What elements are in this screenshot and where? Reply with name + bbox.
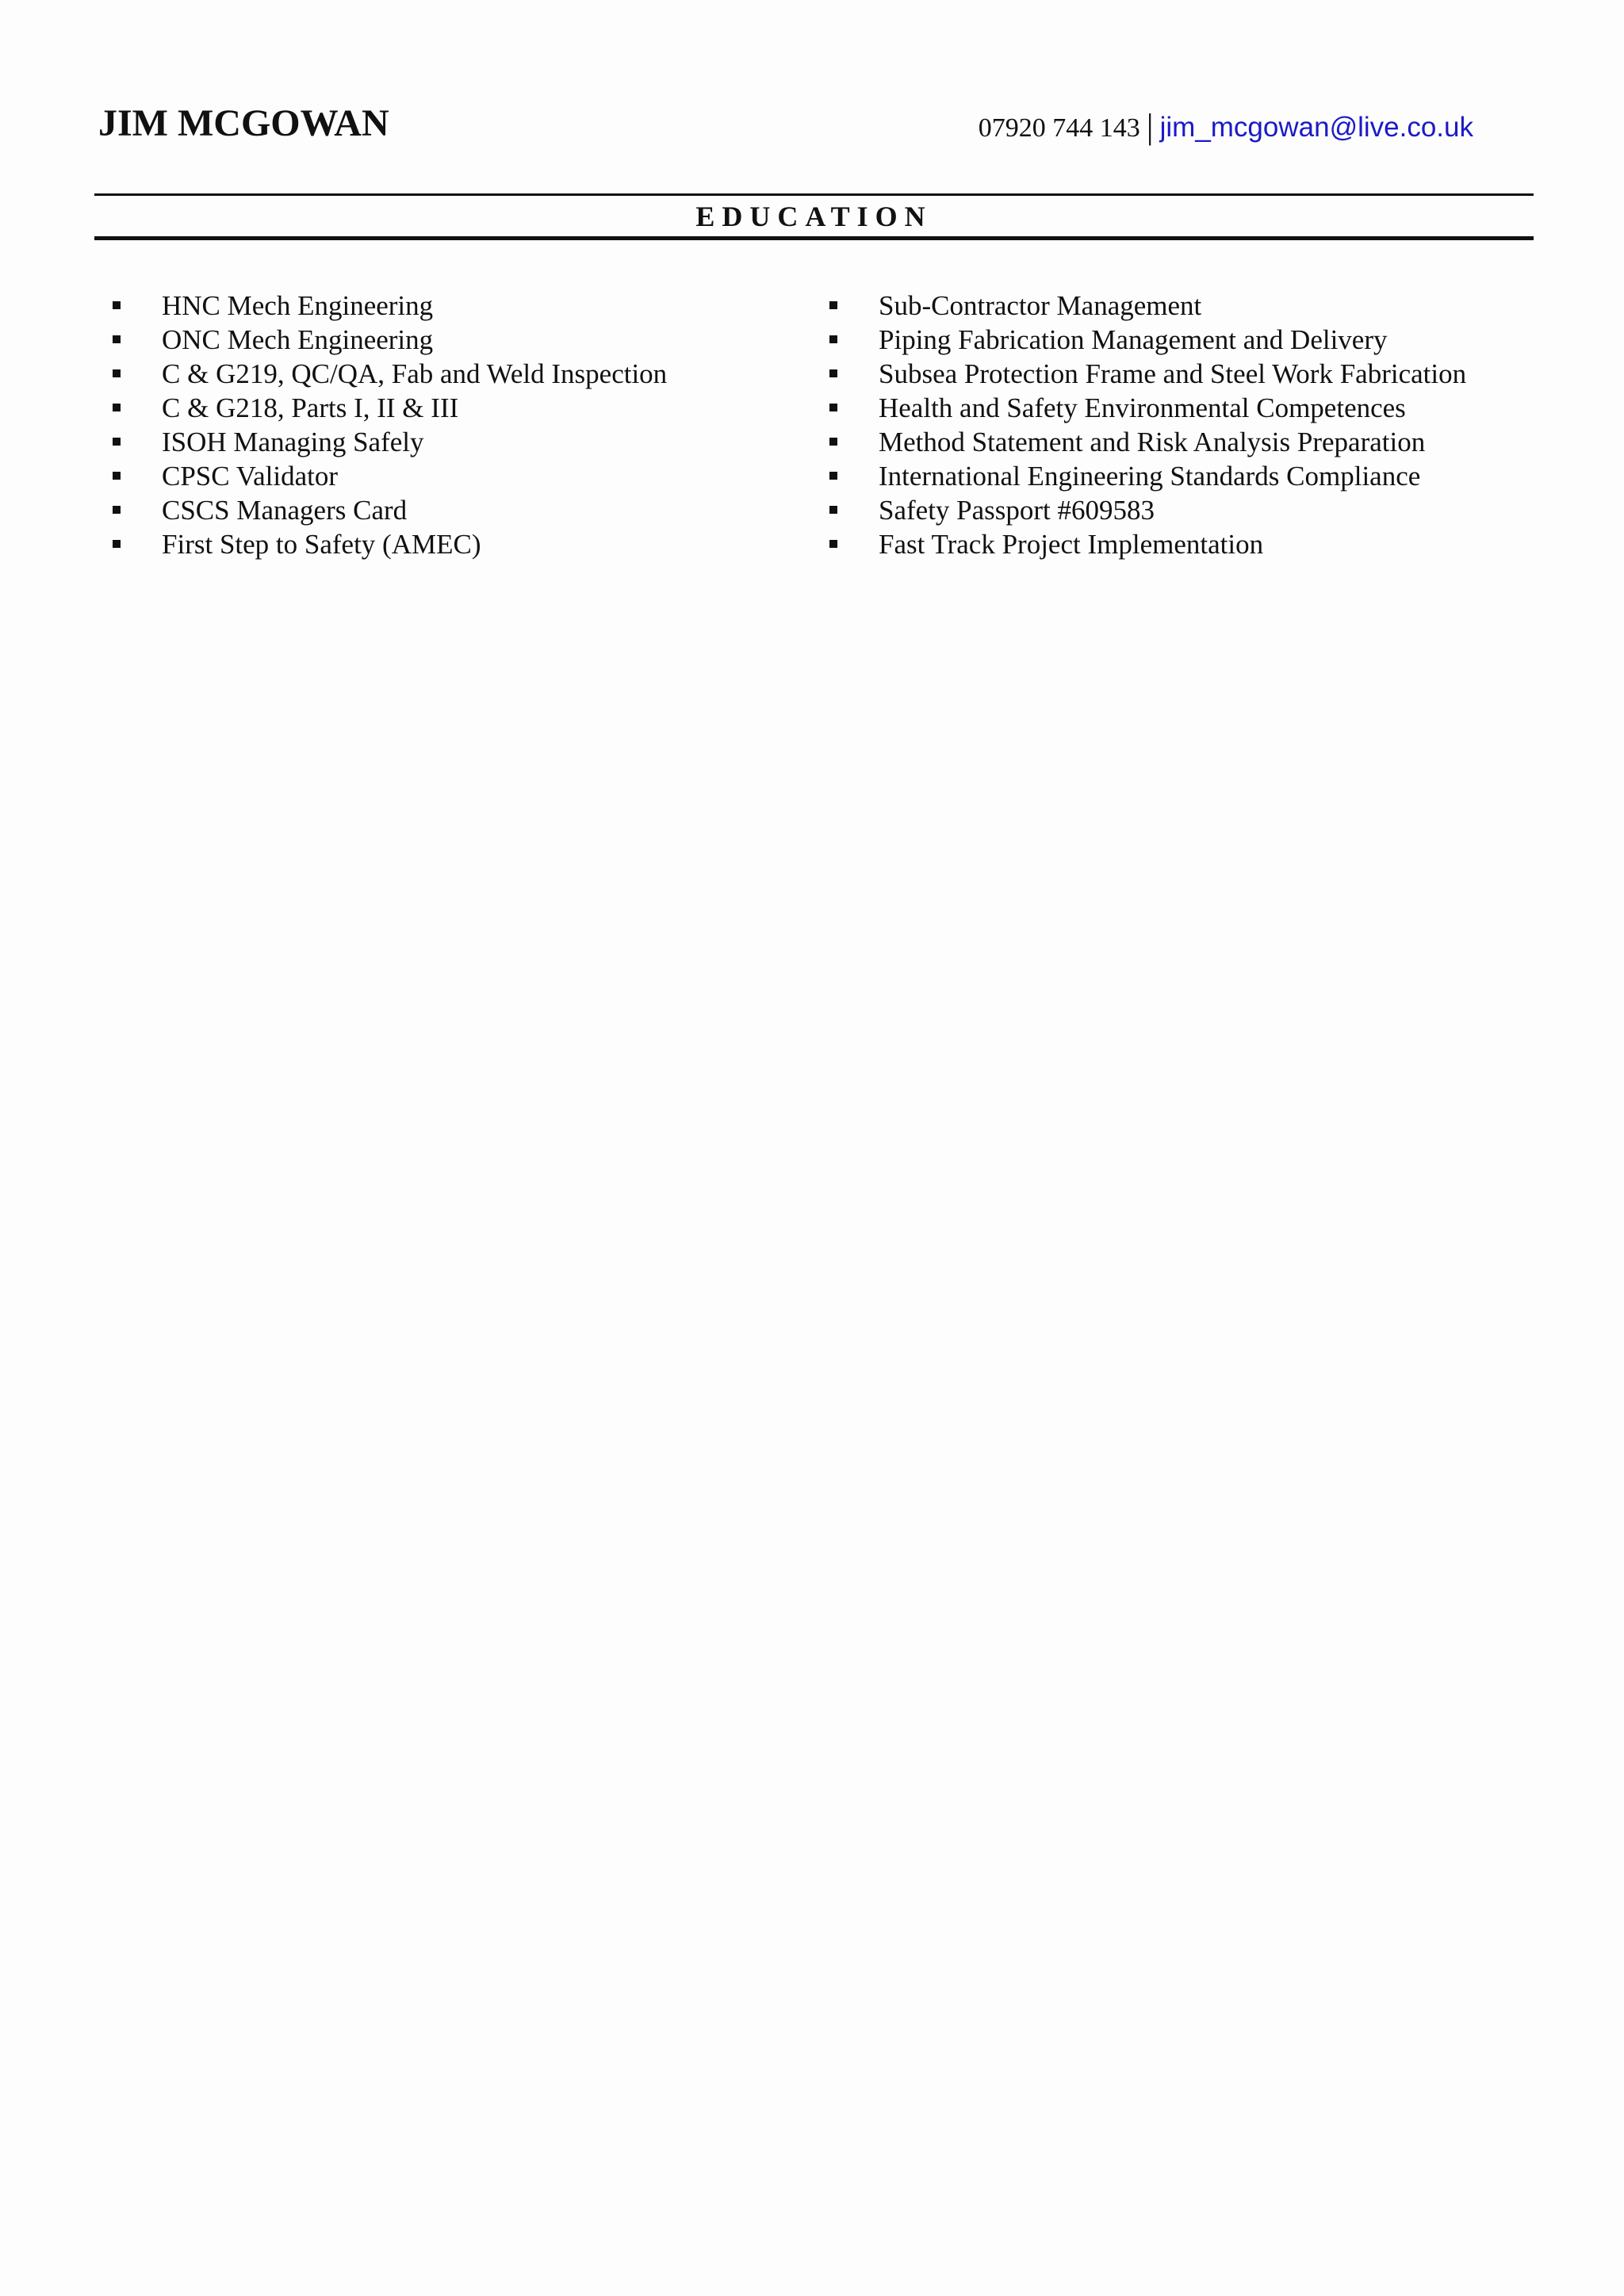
list-item-text: ISOH Managing Safely — [162, 427, 424, 457]
list-item — [829, 323, 1527, 357]
list-item — [113, 425, 802, 459]
list-item-text: HNC Mech Engineering — [162, 290, 434, 321]
list-item-text: Method Statement and Risk Analysis Preparation — [879, 427, 1426, 457]
square-bullet-icon — [113, 301, 121, 309]
contact-info — [979, 103, 1473, 151]
list-item-text: CSCS Managers Card — [162, 495, 408, 526]
list-item-text: Subsea Protection Frame and Steel Work Fabrication — [879, 358, 1467, 389]
list-item — [113, 527, 802, 561]
list-item-text: ONC Mech Engineering — [162, 324, 434, 355]
square-bullet-icon — [113, 540, 121, 548]
list-item — [829, 493, 1527, 527]
list-item — [829, 527, 1527, 561]
list-item — [829, 391, 1527, 425]
section-rule-top — [94, 193, 1534, 196]
list-item — [113, 289, 802, 323]
list-item-text: C & G219, QC/QA, Fab and Weld Inspection — [162, 358, 668, 389]
square-bullet-icon — [829, 404, 837, 411]
list-item — [829, 289, 1527, 323]
section-title-education: EDUCATION — [695, 201, 933, 232]
square-bullet-icon — [113, 438, 121, 446]
list-item — [113, 391, 802, 425]
list-item-text: CPSC Validator — [162, 461, 339, 492]
square-bullet-icon — [113, 335, 121, 343]
list-item — [829, 459, 1527, 493]
education-list-right — [829, 289, 1527, 561]
square-bullet-icon — [113, 472, 121, 480]
education-list-left — [113, 289, 802, 561]
section-rule-bottom — [94, 236, 1534, 240]
list-item-text: Health and Safety Environmental Competences — [879, 392, 1406, 423]
list-item-text: First Step to Safety (AMEC) — [162, 529, 481, 560]
candidate-name: JIM MCGOWAN — [98, 102, 389, 144]
square-bullet-icon — [829, 335, 837, 343]
square-bullet-icon — [829, 369, 837, 377]
contact-separator: | — [1146, 107, 1154, 146]
list-item-text: International Engineering Standards Compliance — [879, 461, 1421, 492]
square-bullet-icon — [829, 472, 837, 480]
square-bullet-icon — [113, 404, 121, 411]
list-item — [113, 459, 802, 493]
list-item — [829, 425, 1527, 459]
list-item-text: Safety Passport #609583 — [879, 495, 1155, 526]
phone-number: 07920 744 143 — [978, 113, 1140, 143]
list-item — [829, 357, 1527, 391]
list-item-text: Fast Track Project Implementation — [879, 529, 1264, 560]
list-item-text: Sub-Contractor Management — [879, 290, 1202, 321]
square-bullet-icon — [113, 369, 121, 377]
list-item — [113, 323, 802, 357]
list-item — [113, 493, 802, 527]
square-bullet-icon — [829, 301, 837, 309]
list-item — [113, 357, 802, 391]
square-bullet-icon — [829, 438, 837, 446]
list-item-text: Piping Fabrication Management and Delivery — [879, 324, 1388, 355]
square-bullet-icon — [113, 506, 121, 514]
list-item-text: C & G218, Parts I, II & III — [162, 392, 459, 423]
email-link[interactable]: jim_mcgowan@live.co.uk — [1159, 112, 1473, 143]
square-bullet-icon — [829, 540, 837, 548]
square-bullet-icon — [829, 506, 837, 514]
